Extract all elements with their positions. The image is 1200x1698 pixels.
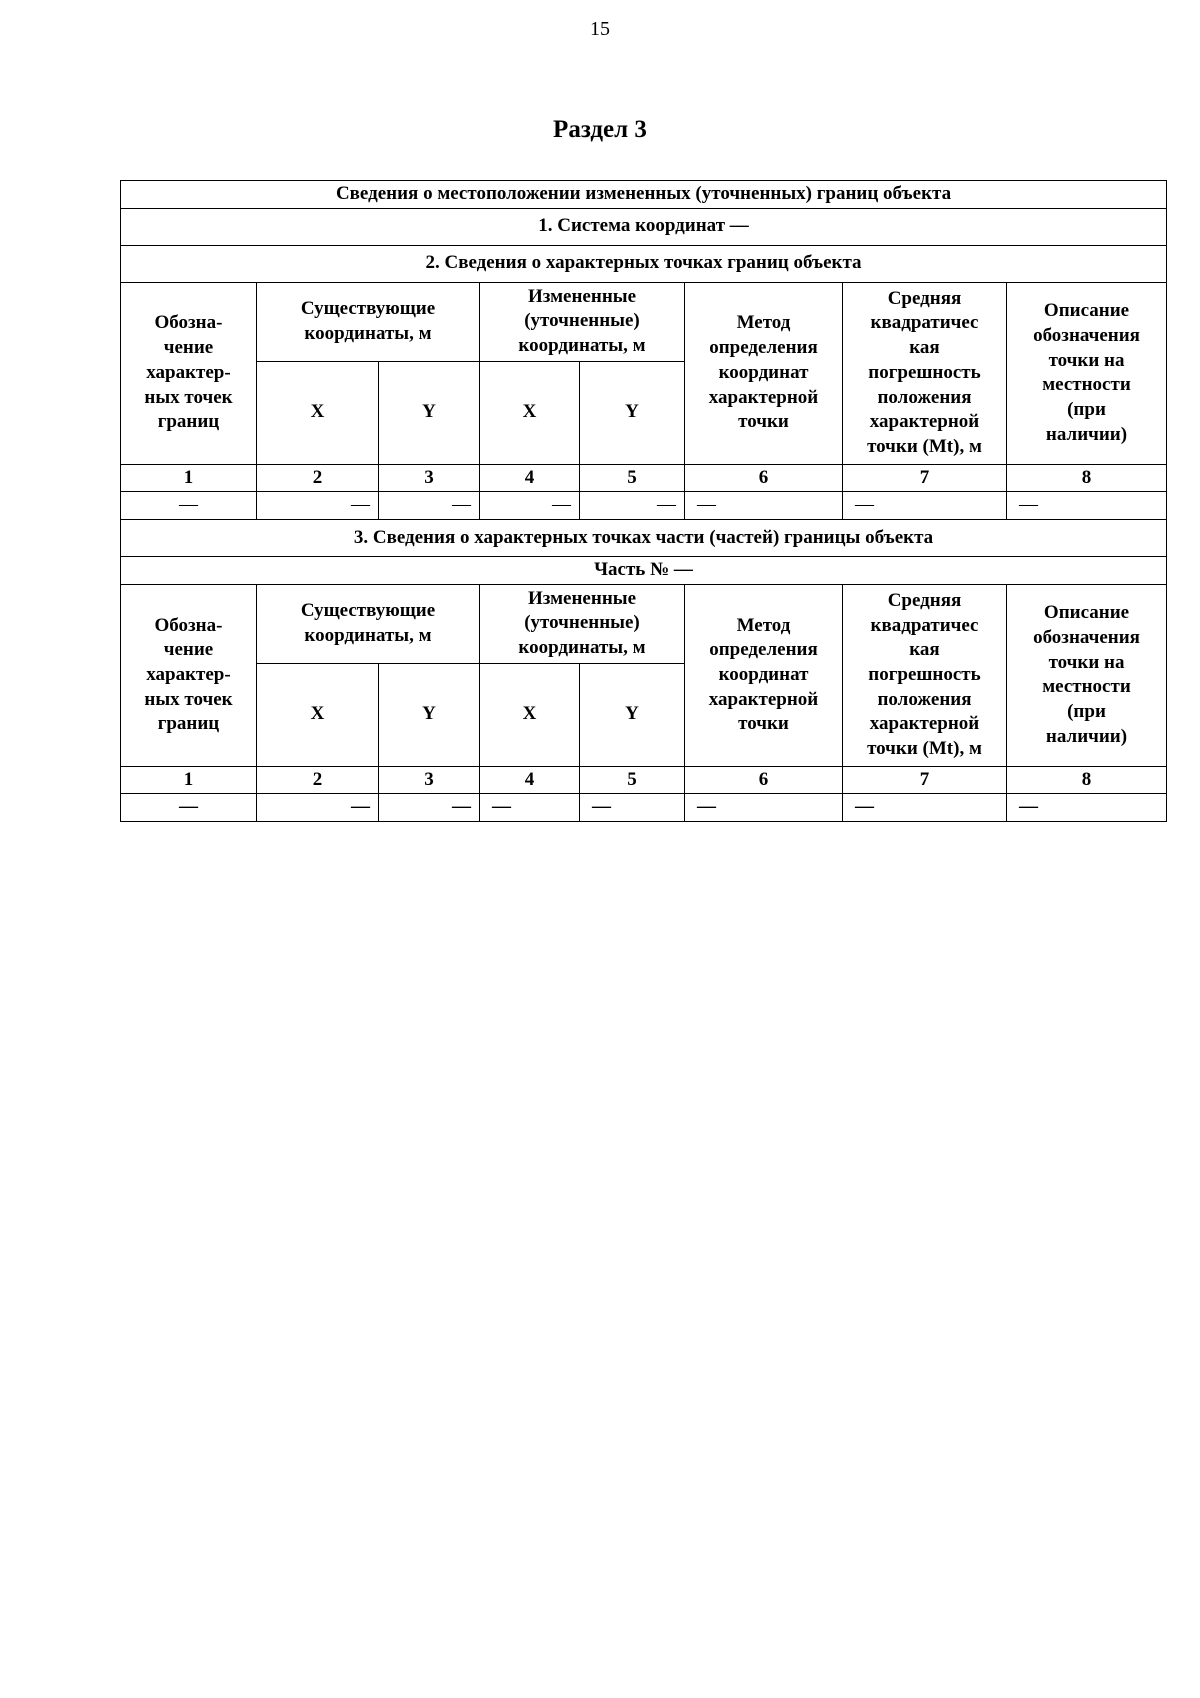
empty-cell: — xyxy=(1007,492,1167,520)
empty-cell: — xyxy=(580,794,685,822)
empty-cell: — xyxy=(257,492,379,520)
part-number-row: Часть № — xyxy=(121,557,1167,585)
column-number: 6 xyxy=(685,766,843,794)
empty-cell: — xyxy=(257,794,379,822)
empty-cell: — xyxy=(685,794,843,822)
header-method: Метод определения координат характерной точки xyxy=(685,282,843,464)
empty-cell: — xyxy=(121,492,257,520)
empty-cell: — xyxy=(580,492,685,520)
column-number: 2 xyxy=(257,766,379,794)
page-number: 15 xyxy=(590,18,610,40)
column-number: 7 xyxy=(843,464,1007,492)
boundary-table xyxy=(120,180,1167,822)
empty-cell: — xyxy=(685,492,843,520)
header-changed: Измененные (уточненные) координаты, м xyxy=(480,282,685,361)
column-number: 4 xyxy=(480,464,580,492)
empty-cell: — xyxy=(843,794,1007,822)
header-description: Описание обозначения точки на местности (при наличии) xyxy=(1007,584,1167,766)
header-error: Средняя квадратичес кая погрешность положения характерной точки (Mt), м xyxy=(843,282,1007,464)
header-description: Описание обозначения точки на местности (при наличии) xyxy=(1007,282,1167,464)
header-changed-x: X xyxy=(480,663,580,766)
coord-system-row: 1. Система координат — xyxy=(121,208,1167,245)
column-number: 3 xyxy=(379,766,480,794)
column-number: 3 xyxy=(379,464,480,492)
empty-cell: — xyxy=(121,794,257,822)
header-designation: Обозна- чение характер- ных точек границ xyxy=(121,282,257,464)
header-method: Метод определения координат характерной точки xyxy=(685,584,843,766)
subsection-3-title: 3. Сведения о характерных точках части (частей) границы объекта xyxy=(121,520,1167,557)
empty-cell: — xyxy=(480,492,580,520)
column-number: 2 xyxy=(257,464,379,492)
header-changed-x: X xyxy=(480,361,580,464)
section-title: Раздел 3 xyxy=(553,116,647,143)
subsection-2-title: 2. Сведения о характерных точках границ объекта xyxy=(121,245,1167,282)
empty-cell: — xyxy=(1007,794,1167,822)
header-changed: Измененные (уточненные) координаты, м xyxy=(480,584,685,663)
column-number: 1 xyxy=(121,766,257,794)
header-existing-x: X xyxy=(257,361,379,464)
header-existing: Существующие координаты, м xyxy=(257,584,480,663)
column-number: 5 xyxy=(580,464,685,492)
column-number: 7 xyxy=(843,766,1007,794)
empty-cell: — xyxy=(379,794,480,822)
empty-cell: — xyxy=(480,794,580,822)
column-number: 1 xyxy=(121,464,257,492)
empty-cell: — xyxy=(379,492,480,520)
header-existing-y: Y xyxy=(379,361,480,464)
header-existing: Существующие координаты, м xyxy=(257,282,480,361)
header-changed-y: Y xyxy=(580,361,685,464)
table-title: Сведения о местоположении измененных (уточненных) границ объекта xyxy=(121,181,1167,209)
column-number: 6 xyxy=(685,464,843,492)
empty-cell: — xyxy=(843,492,1007,520)
column-number: 8 xyxy=(1007,766,1167,794)
header-error: Средняя квадратичес кая погрешность положения характерной точки (Mt), м xyxy=(843,584,1007,766)
header-existing-y: Y xyxy=(379,663,480,766)
header-changed-y: Y xyxy=(580,663,685,766)
column-number: 5 xyxy=(580,766,685,794)
column-number: 4 xyxy=(480,766,580,794)
column-number: 8 xyxy=(1007,464,1167,492)
header-existing-x: X xyxy=(257,663,379,766)
header-designation: Обозна- чение характер- ных точек границ xyxy=(121,584,257,766)
